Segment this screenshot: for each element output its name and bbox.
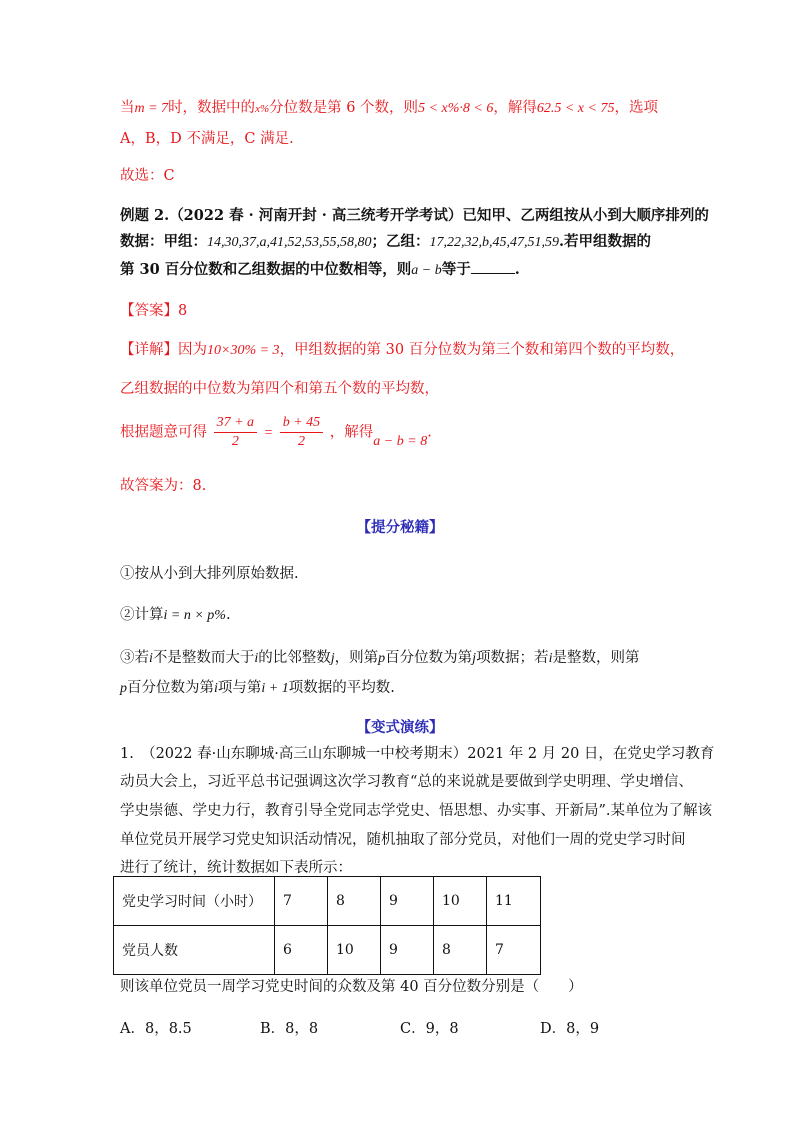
- answer-label: 【答案】8: [120, 303, 188, 319]
- practice-line-2: 动员大会上，习近平总书记强调这次学习教育“总的来说就是要做到学史明理、学史增信、: [120, 774, 693, 790]
- fraction-1: $\frac{37 + a}{2}$: [214, 414, 257, 451]
- practice-line-5: 进行了统计，统计数据如下表所示：: [120, 860, 352, 876]
- group-b-data: 17,22,32,b,45,47,51,59: [429, 235, 559, 250]
- choice-d[interactable]: D．8，9: [540, 1021, 600, 1037]
- table-cell: 10: [328, 926, 381, 975]
- table-cell: 7: [487, 926, 541, 975]
- choice-c[interactable]: C．9，8: [400, 1021, 459, 1037]
- example2-line-2: 数据：甲组：14,30,37,a,41,52,53,55,58,80；乙组：17,22,32,b,45,47,51,59.若甲组数据的: [120, 233, 652, 250]
- math-range: 62.5 < x < 75: [536, 101, 615, 116]
- detail-line-1: 【详解】因为10×30% = 3，甲组数据的第 30 百分位数为第三个数和第四个数的平均数，: [120, 342, 685, 358]
- practice-line-1: 1. （2022 春·山东聊城·高三山东聊城一中校考期末）2021 年 2 月 20 日，在党史学习教育: [120, 746, 715, 762]
- math-result: a − b = 8: [373, 433, 428, 449]
- solution-line-1: 当m = 7时，数据中的x%分位数是第 6 个数，则5 < x%·8 < 6，解得62.5 < x < 75，选项: [120, 100, 658, 116]
- table-cell: 9: [381, 877, 434, 926]
- detail-line-3: 根据题意可得 $\frac{37 + a}{2}$ = $\frac{b + 45}{2}$ ，解得a − b = 8.: [120, 415, 432, 449]
- answer-blank: [471, 259, 515, 274]
- table-row: [114, 877, 541, 926]
- choice-b[interactable]: B．8，8: [260, 1021, 319, 1037]
- math-formula: i = n × p%: [163, 608, 226, 623]
- table-cell: 7: [275, 877, 328, 926]
- choice-a[interactable]: A．8，8.5: [120, 1021, 192, 1037]
- study-time-table: [113, 876, 541, 975]
- table-cell: 党史学习时间（小时）: [114, 877, 275, 926]
- table-cell: 党员人数: [114, 926, 275, 975]
- fraction-2: $\frac{b + 45}{2}$: [280, 414, 323, 451]
- practice-line-4: 单位党员开展学习党史知识活动情况，随机抽取了部分党员，对他们一周的党史学习时间: [120, 832, 686, 848]
- table-cell: 9: [381, 926, 434, 975]
- math-m: m = 7: [134, 101, 169, 116]
- practice-question: 则该单位党员一周学习党史时间的众数及第 40 百分位数分别是（ ）: [120, 979, 583, 995]
- tips-heading: 【提分秘籍】: [356, 519, 444, 536]
- solution-line-2: A，B，D 不满足，C 满足.: [120, 131, 294, 147]
- expr-a-minus-b: a − b: [411, 263, 442, 278]
- choices-row: [120, 1017, 599, 1038]
- table-row: [114, 926, 541, 975]
- practice-line-3: 学史崇德、学史力行，教育引导全党同志学党史、悟思想、办实事、开新局”.某单位为了解该: [120, 803, 713, 819]
- table-cell: 8: [328, 877, 381, 926]
- table-cell: 6: [275, 926, 328, 975]
- table-cell: 10: [434, 877, 487, 926]
- tip-3: ③若i不是整数而大于i的比邻整数j，则第p百分位数为第j项数据；若i是整数，则第: [120, 650, 640, 666]
- detail-line-2: 乙组数据的中位数为第四个和第五个数的平均数，: [120, 381, 439, 397]
- math-x-percent: x%: [255, 103, 270, 115]
- tip-1: ①按从小到大排列原始数据.: [120, 566, 299, 582]
- example2-line-1: 例题 2.（2022 春 · 河南开封 · 高三统考开学考试）已知甲、乙两组按从小到大顺序排列的: [120, 207, 709, 224]
- tip-2: ②计算i = n × p%.: [120, 607, 231, 623]
- tip-3-cont: p百分位数为第i项与第i + 1项数据的平均数.: [120, 680, 395, 696]
- example-label: 例题 2.: [120, 207, 170, 224]
- group-a-data: 14,30,37,a,41,52,53,55,58,80: [207, 235, 372, 250]
- math-calc: 10×30% = 3: [207, 343, 280, 358]
- practice-heading: 【变式演练】: [356, 719, 444, 736]
- example-source: （2022 春 · 河南开封 · 高三统考开学考试）: [169, 207, 463, 224]
- table-cell: 8: [434, 926, 487, 975]
- math-inequality: 5 < x%·8 < 6: [418, 101, 494, 116]
- final-answer: 故答案为：8.: [120, 478, 207, 494]
- table-cell: 11: [487, 877, 541, 926]
- solution-select: 故选：C: [120, 168, 175, 184]
- example2-line-3: 第 30 百分位数和乙组数据的中位数相等，则a − b等于 .: [120, 261, 520, 278]
